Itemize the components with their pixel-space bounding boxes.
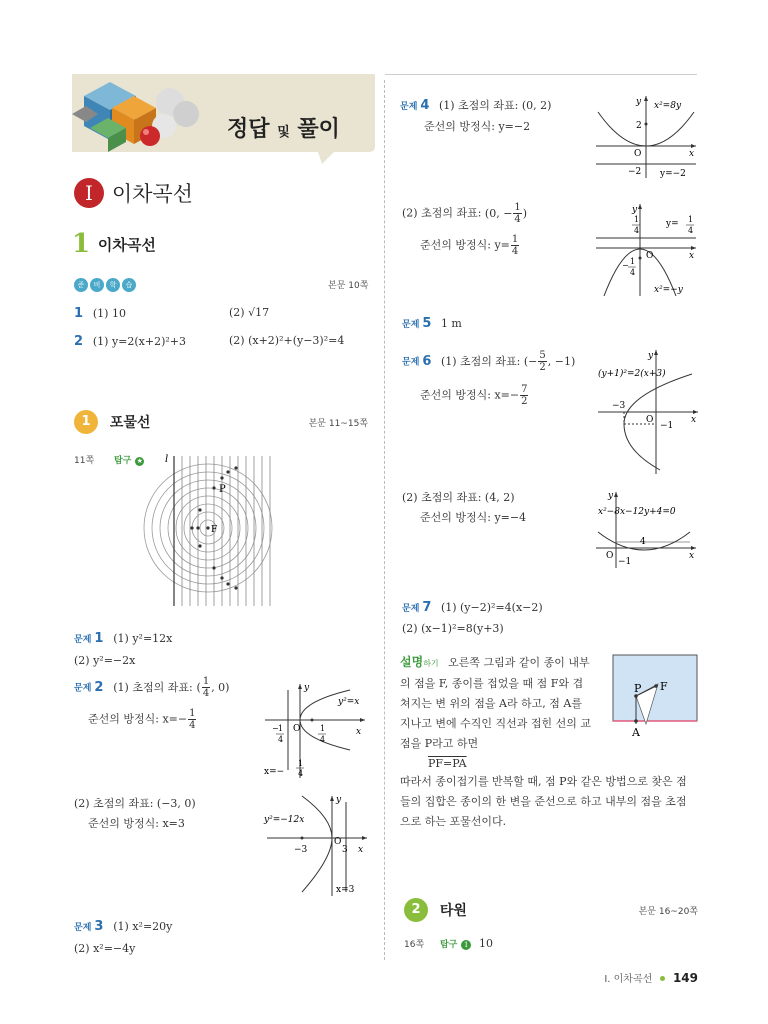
prob2-graph2 xyxy=(262,792,372,900)
svg-text:x: x xyxy=(691,415,697,425)
prob7 xyxy=(402,598,543,639)
prep-badge: 준 xyxy=(74,278,88,292)
prob-label: 문제 xyxy=(402,320,420,330)
prob4-b1-value: (0, − $\frac{1}{4}$ ) xyxy=(484,202,528,225)
svg-text:O: O xyxy=(334,837,342,847)
chapter-title: 이차곡선 xyxy=(111,182,193,206)
svg-text:4: 4 xyxy=(278,735,284,744)
prob-label: 문제 xyxy=(402,604,420,614)
prob6-a1-value: (− $\frac{5}{2}$ , −1) xyxy=(523,350,576,373)
topic1-title: 포물선 xyxy=(109,415,151,431)
section-heading xyxy=(72,229,156,259)
prob4-b1: (2) 초점의 좌표: xyxy=(402,206,482,220)
header-banner xyxy=(72,74,375,164)
locus-point xyxy=(212,486,215,489)
prob-number: 4 xyxy=(420,98,430,113)
locus-point xyxy=(234,466,237,469)
svg-text:4: 4 xyxy=(640,537,646,547)
prob2-b xyxy=(74,794,196,834)
answer-number: 2 xyxy=(74,334,84,349)
prob4-graph2 xyxy=(594,200,700,300)
parabola-circles-graph xyxy=(140,448,280,608)
prob-label: 문제 xyxy=(74,635,92,645)
prep-badges xyxy=(74,276,138,292)
svg-text:y=: y= xyxy=(666,219,679,229)
prob7-b: (2) (x−1)²=8(y+3) xyxy=(402,622,504,635)
explain-eq: PF=PA xyxy=(428,757,467,770)
svg-text:x: x xyxy=(689,251,695,261)
header-title2: 풀이 xyxy=(297,117,340,142)
prob2-b1: (2) 초점의 좌표: (−3, 0) xyxy=(74,797,196,810)
svg-text:−: − xyxy=(272,724,279,733)
page-ref: 11쪽 xyxy=(74,456,95,466)
topic2-page xyxy=(404,936,493,950)
prob4-a1: (1) 초점의 좌표: (0, 2) xyxy=(438,99,552,112)
prob1-b: (2) y²=−2x xyxy=(74,654,136,667)
footer xyxy=(560,970,698,985)
prob6-graph2 xyxy=(594,488,700,570)
svg-text:y: y xyxy=(336,795,342,805)
prep-badge: 학 xyxy=(106,278,120,292)
directrix-label: l xyxy=(165,454,169,465)
svg-text:1: 1 xyxy=(688,215,694,224)
locus-point xyxy=(234,586,237,589)
topic2-badge: 2 xyxy=(404,898,428,922)
locus-point xyxy=(190,526,193,529)
prep-badge: 습 xyxy=(122,278,136,292)
svg-text:1: 1 xyxy=(278,724,284,733)
prob-label: 문제 xyxy=(74,683,92,694)
prob4-b xyxy=(402,202,527,225)
explain-line: 따라서 종이접기를 반복할 때, 점 P와 같은 방법으로 찾은 점 xyxy=(400,775,687,788)
prob4-b2: 준선의 방정식: y= $\frac{1}{4}$ xyxy=(420,234,519,257)
svg-text:−3: −3 xyxy=(612,401,626,411)
prob2-a1: (1) 초점의 좌표: xyxy=(113,680,193,694)
prob-number: 6 xyxy=(422,353,432,369)
prob4-graph1 xyxy=(594,90,700,182)
chapter-numeral: I xyxy=(74,178,104,208)
prob6-b xyxy=(402,488,526,528)
point-p-label: P xyxy=(219,484,226,495)
explain-cont xyxy=(400,772,687,832)
answer-a: (1) 10 xyxy=(92,307,126,320)
svg-text:3: 3 xyxy=(342,845,348,855)
svg-text:1: 1 xyxy=(320,724,326,733)
svg-text:x=3: x=3 xyxy=(336,885,355,895)
header-mid: 및 xyxy=(277,125,290,140)
locus-point xyxy=(196,526,199,529)
svg-text:4: 4 xyxy=(298,769,304,778)
focus-f-label: F xyxy=(211,525,218,535)
topic2-title: 타원 xyxy=(439,903,467,919)
answer-number: 1 xyxy=(74,306,84,321)
prob1-a: (1) y²=12x xyxy=(113,632,173,645)
topic2-answer: 10 xyxy=(479,937,494,950)
explain-line: 으로 하는 포물선이다. xyxy=(400,815,507,828)
svg-text:x²=8y: x²=8y xyxy=(654,101,682,111)
svg-text:1: 1 xyxy=(630,257,636,266)
svg-text:−2: −2 xyxy=(628,167,642,177)
prob2-a2: 준선의 방정식: x=− $\frac{1}{4}$ xyxy=(88,708,196,731)
explore-number-icon: 1 xyxy=(461,940,471,950)
prep-ref: 본문 10쪽 xyxy=(328,281,369,291)
svg-text:x: x xyxy=(689,551,695,561)
svg-text:y²=−12x: y²=−12x xyxy=(264,815,305,825)
locus-point xyxy=(212,566,215,569)
page-number: 149 xyxy=(672,971,698,985)
svg-text:O: O xyxy=(293,724,301,734)
svg-text:y: y xyxy=(632,205,638,215)
chapter-heading xyxy=(74,178,193,208)
topic2-ref: 본문 16~20쪽 xyxy=(638,907,698,917)
svg-text:−: − xyxy=(622,261,629,270)
header-title: 정답 xyxy=(227,117,270,142)
svg-text:1: 1 xyxy=(634,215,640,224)
locus-point xyxy=(220,476,223,479)
prob-label: 문제 xyxy=(402,357,420,368)
svg-text:y: y xyxy=(608,491,614,501)
prob-number: 2 xyxy=(94,679,104,695)
explain-line: 쳐지는 변 위의 점을 A라 하고, 점 A를 xyxy=(400,697,582,710)
star-icon: ★ xyxy=(136,457,143,465)
prob7-a: (1) (y−2)²=4(x−2) xyxy=(440,601,543,614)
prob2-graph1 xyxy=(260,680,370,780)
svg-text:y: y xyxy=(648,351,654,361)
svg-text:y²=x: y²=x xyxy=(338,697,360,707)
svg-text:x=−: x=− xyxy=(264,767,285,777)
prep-badge: 비 xyxy=(90,278,104,292)
locus-point xyxy=(198,508,201,511)
svg-text:y: y xyxy=(304,683,310,693)
svg-text:A: A xyxy=(632,726,640,739)
prob6-b1: (2) 초점의 좌표: (4, 2) xyxy=(402,491,515,504)
explain-block: 설명하기 오른쪽 그림과 같이 종이 내부 의 점을 F, 종이를 접었을 때 점 F와 겹 쳐지는 변 위의 점을 A라 하고, 점 A를 지나고 변에 수직인 직선과 접힌 선의 교 점을 P라고 하면 PF=PA xyxy=(400,655,591,770)
svg-text:(y+1)²=2(x+3): (y+1)²=2(x+3) xyxy=(598,369,666,379)
prob-number: 5 xyxy=(422,316,432,331)
svg-text:4: 4 xyxy=(320,735,326,744)
topic1-badge: 1 xyxy=(74,410,98,434)
svg-text:−1: −1 xyxy=(660,421,674,431)
footer-chapter: I. 이차곡선 xyxy=(604,974,653,985)
prob4-a2: 준선의 방정식: y=−2 xyxy=(424,120,531,133)
prep-answer-row xyxy=(74,334,374,349)
prob6 xyxy=(402,350,575,373)
fold-figure xyxy=(612,654,698,740)
prob2-a1-value: ( $\frac{1}{4}$ , 0) xyxy=(196,676,230,699)
page-ref: 16쪽 xyxy=(404,940,425,950)
prob6-graph1 xyxy=(596,346,700,476)
prob3-a: (1) x²=20y xyxy=(113,920,173,933)
svg-text:1: 1 xyxy=(298,759,304,768)
svg-text:4: 4 xyxy=(630,268,636,277)
svg-text:−1: −1 xyxy=(618,557,632,567)
prob2-b2: 준선의 방정식: x=3 xyxy=(88,817,185,830)
svg-text:y=−2: y=−2 xyxy=(660,169,686,179)
locus-point xyxy=(226,470,229,473)
right-top-rule xyxy=(385,74,697,75)
svg-text:x²=−y: x²=−y xyxy=(654,285,683,295)
explain-line: 점을 P라고 하면 xyxy=(400,737,479,750)
explore-tag: 탐구 xyxy=(439,940,458,950)
prob-number: 3 xyxy=(94,919,104,934)
locus-point xyxy=(226,582,229,585)
prob2 xyxy=(74,676,229,699)
svg-text:4: 4 xyxy=(634,226,640,235)
prob-label: 문제 xyxy=(400,102,418,112)
prob3 xyxy=(74,916,172,959)
locus-point xyxy=(198,544,201,547)
prob-number: 7 xyxy=(422,600,432,615)
explain-line: 들의 집합은 종이의 한 변을 준선으로 하고 내부의 점을 초점 xyxy=(400,795,687,808)
explain-line: 오른쪽 그림과 같이 종이 내부 xyxy=(448,656,590,669)
topic2-heading xyxy=(404,898,698,922)
footer-dot-icon xyxy=(660,976,665,981)
prob-number: 1 xyxy=(94,631,104,646)
explain-line: 지나고 변에 수직인 직선과 접힌 선의 교 xyxy=(400,717,591,730)
topic1-ref: 본문 11~15쪽 xyxy=(308,419,368,429)
topic1-heading xyxy=(74,410,368,434)
svg-text:4: 4 xyxy=(688,226,694,235)
svg-text:O: O xyxy=(646,251,654,261)
svg-text:x: x xyxy=(358,845,364,855)
topic1-page xyxy=(74,452,144,466)
svg-text:O: O xyxy=(646,415,654,425)
svg-text:y: y xyxy=(636,97,642,107)
prob6-a1: (1) 초점의 좌표: xyxy=(440,354,521,368)
answer-b: (2) √17 xyxy=(229,306,270,319)
svg-text:O: O xyxy=(634,149,642,159)
prob6-a2: 준선의 방정식: x=− $\frac{7}{2}$ xyxy=(420,384,528,407)
section-number: 1 xyxy=(72,229,91,259)
prob4 xyxy=(400,96,551,137)
prob6-b2: 준선의 방정식: y=−4 xyxy=(420,511,527,524)
prep-answer-row xyxy=(74,306,374,321)
explain-line: 의 점을 F, 종이를 접었을 때 점 F와 겹 xyxy=(400,677,584,690)
prob5 xyxy=(402,316,462,331)
locus-point xyxy=(206,526,209,529)
prob5-a: 1 m xyxy=(440,317,462,330)
locus-point xyxy=(220,576,223,579)
svg-text:F: F xyxy=(660,680,668,693)
svg-text:−3: −3 xyxy=(294,845,308,855)
prob3-b: (2) x²=−4y xyxy=(74,942,136,955)
svg-text:x: x xyxy=(689,149,695,159)
prob-label: 문제 xyxy=(74,923,92,933)
explore-tag: 탐구 xyxy=(113,456,132,466)
section-title: 이차곡선 xyxy=(97,235,156,254)
answer-a: (1) y=2(x+2)²+3 xyxy=(92,335,187,348)
column-divider xyxy=(384,80,385,960)
svg-text:x²−8x−12y+4=0: x²−8x−12y+4=0 xyxy=(598,507,676,517)
explain-head: 설명 xyxy=(400,655,424,669)
svg-text:x: x xyxy=(356,727,362,737)
svg-text:P: P xyxy=(634,682,642,695)
answer-b: (2) (x+2)²+(y−3)²=4 xyxy=(229,334,345,347)
svg-text:2: 2 xyxy=(636,121,642,131)
svg-text:O: O xyxy=(606,551,614,561)
prob1 xyxy=(74,628,172,671)
